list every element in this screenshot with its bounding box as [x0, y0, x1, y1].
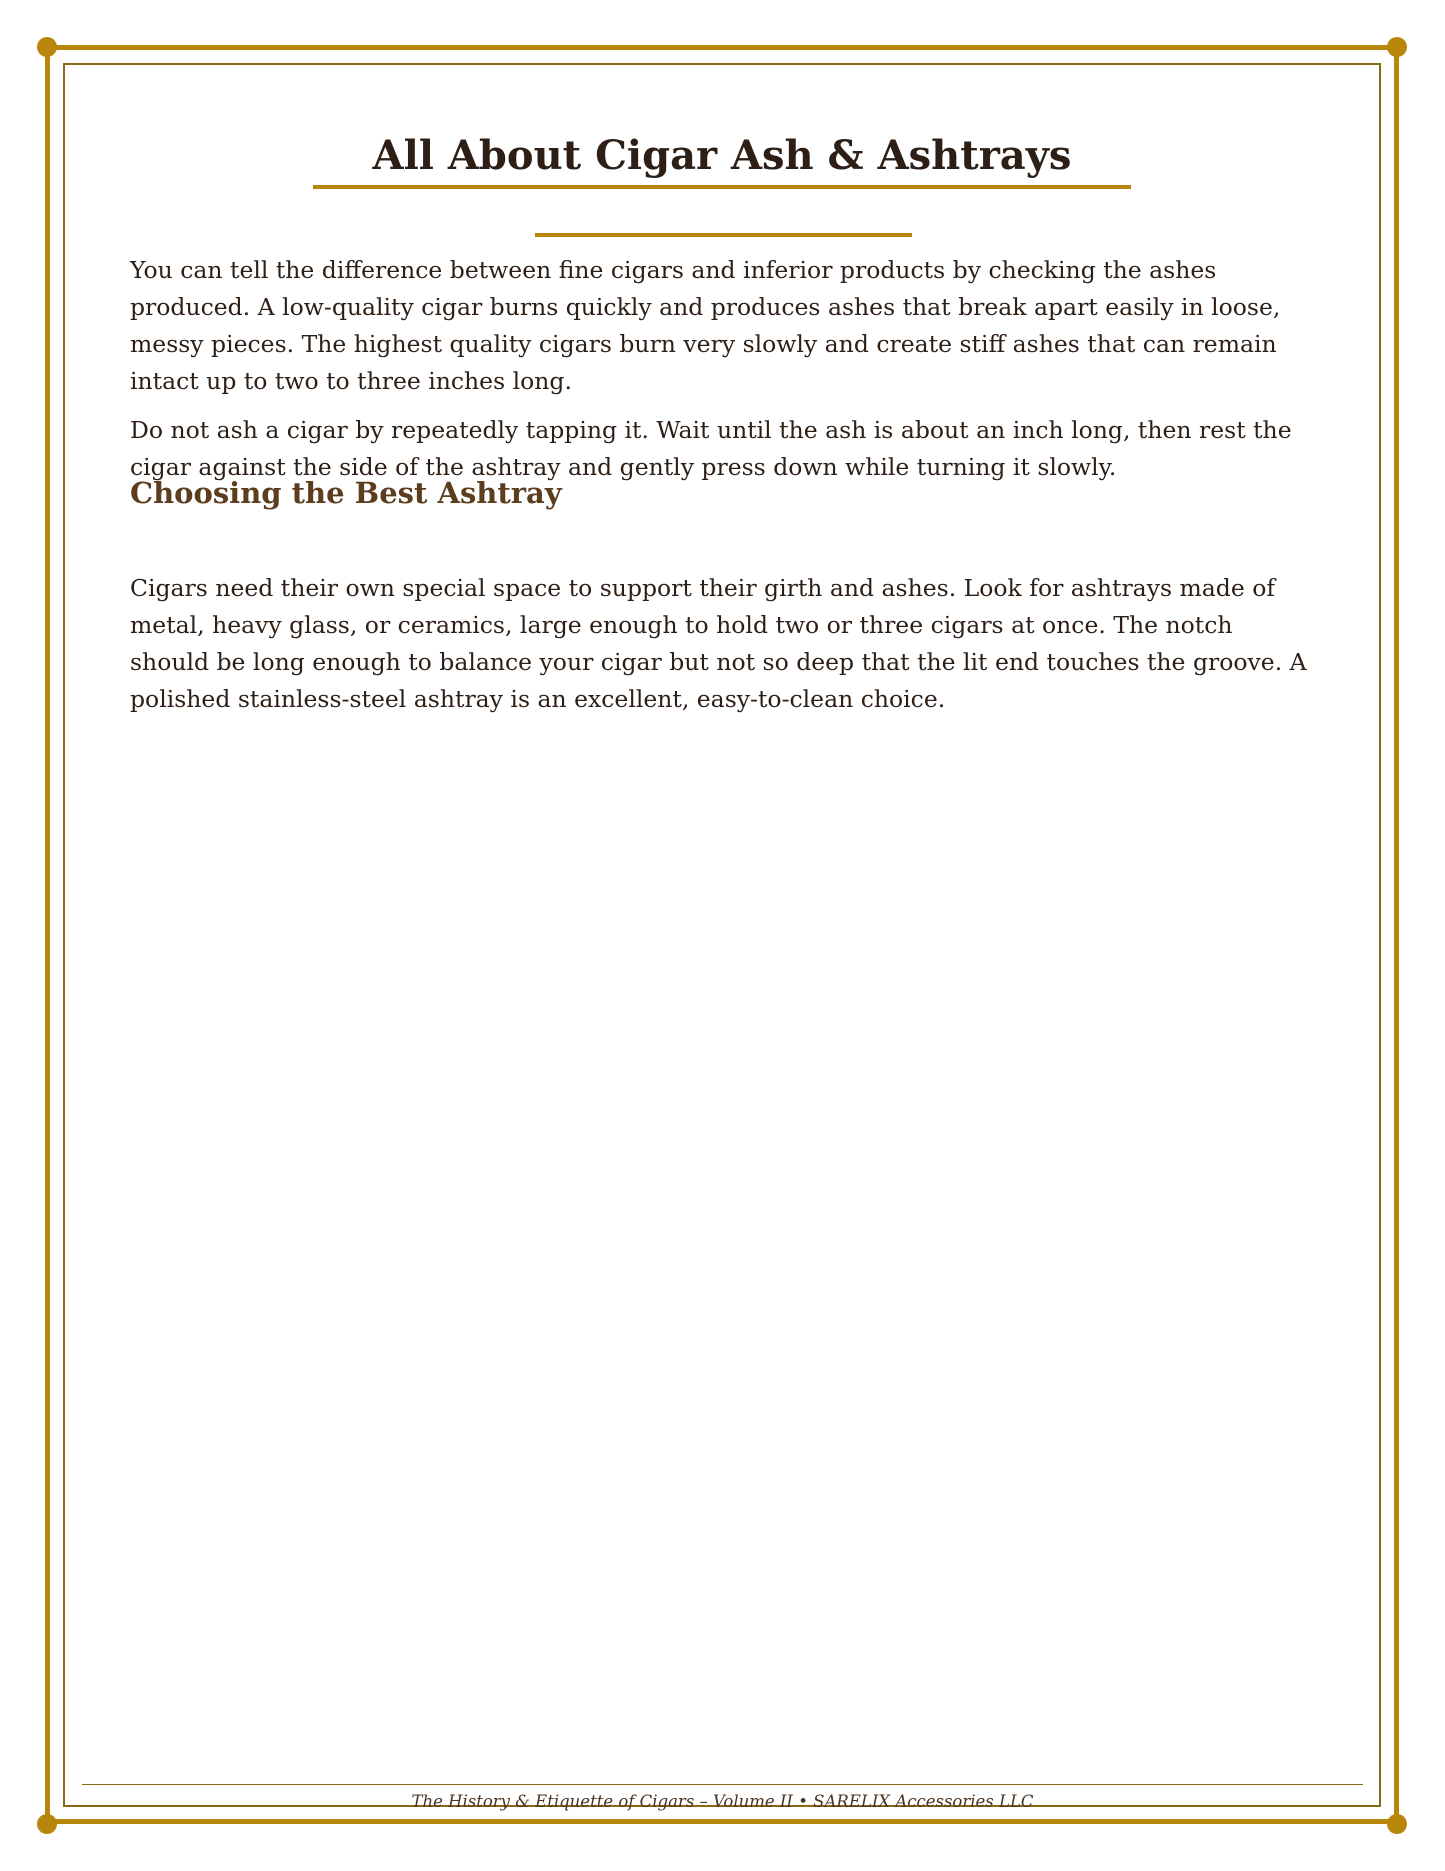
corner-ornament-bottom-left	[37, 1814, 57, 1834]
corner-ornament-bottom-right	[1387, 1814, 1407, 1834]
page-title: All About Cigar Ash & Ashtrays	[372, 132, 1072, 179]
corner-ornament-top-left	[37, 37, 57, 57]
title-underline	[313, 185, 1131, 189]
ashtray-paragraph: Cigars need their own special space to support their girth and ashes. Look for ashtrays made of metal, heavy glass, or ceramics, large enough to hold two or three cigars at once. The notch should be long enough to balance your cigar but not so deep that the lit end touches the groove. A polished stainless-steel ashtray is an excellent, easy-to-clean choice.	[130, 574, 1307, 713]
main-content	[130, 252, 1310, 718]
ashing-paragraph: Do not ash a cigar by repeatedly tapping it. Wait until the ash is about an inch long, then rest the cigar against the side of the ashtray and gently press down while turning it slowly.	[130, 416, 1292, 481]
title-ornament-rule	[535, 233, 912, 237]
intro-paragraph: You can tell the difference between fine cigars and inferior products by checking the ashes produced. A low-quality cigar burns quickly and produces ashes that break apart easily in loose, messy pieces. The highest quality cigars burn very slowly and create stiff ashes that can remain intact up to two to three inches long.	[130, 256, 1281, 395]
page-footer: The History & Etiquette of Cigars – Volume II • SARELIX Accessories LLC	[411, 1792, 1034, 1811]
corner-ornament-top-right	[1387, 37, 1407, 57]
title-block	[313, 128, 1131, 189]
footer-divider	[82, 1784, 1363, 1785]
section-heading: Choosing the Best Ashtray	[130, 476, 562, 510]
